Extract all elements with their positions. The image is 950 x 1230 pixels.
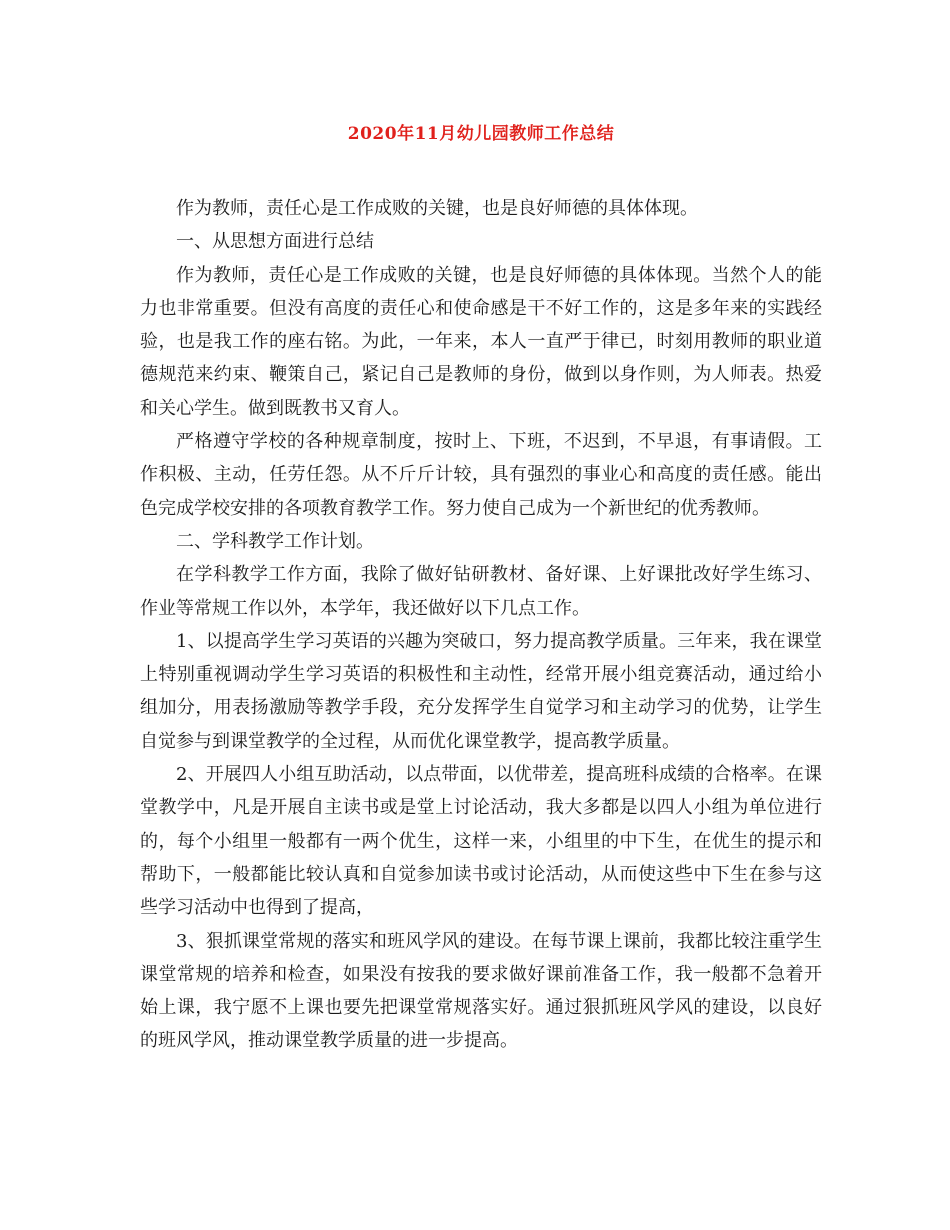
point-1-paragraph: 1、以提高学生学习英语的兴趣为突破口，努力提高教学质量。三年来，我在课堂上特别重视调动学生学习英语的积极性和主动性，经常开展小组竞赛活动，通过给小组加分，用表扬激励等教学手段，充分发挥学生自觉学习和主动学习的优势，让学生自觉参与到课堂教学的全过程，从而优化课堂教学，提高教学质量。	[140, 630, 822, 752]
intro-paragraph: 作为教师，责任心是工作成败的关键，也是良好师德的具体体现。	[176, 198, 698, 219]
document-page	[140, 118, 822, 1058]
thought-summary-paragraph: 作为教师，责任心是工作成败的关键，也是良好师德的具体体现。当然个人的能力也非常重要。但没有高度的责任心和使命感是干不好工作的，这是多年来的实践经验，也是我工作的座右铭。为此，一年来，本人一直严于律已，时刻用教师的职业道德规范来约束、鞭策自己，紧记自己是教师的身份，做到以身作则，为人师表。热爱和关心学生。做到既教书又育人。	[140, 264, 822, 419]
document-title: 2020年11月幼儿园教师工作总结	[347, 124, 615, 144]
teaching-overview-paragraph: 在学科教学工作方面，我除了做好钻研教材、备好课、上好课批改好学生练习、作业等常规工作以外，本学年，我还做好以下几点工作。	[140, 564, 822, 619]
point-3-paragraph: 3、狠抓课堂常规的落实和班风学风的建设。在每节课上课前，我都比较注重学生课堂常规的培养和检查，如果没有按我的要求做好课前准备工作，我一般都不急着开始上课，我宁愿不上课也要先把课堂常规落实好。通过狠抓班风学风的建设，以良好的班风学风，推动课堂教学质量的进一步提高。	[140, 930, 822, 1052]
point-2-paragraph: 2、开展四人小组互助活动，以点带面，以优带差，提高班科成绩的合格率。在课堂教学中，凡是开展自主读书或是堂上讨论活动，我大多都是以四人小组为单位进行的，每个小组里一般都有一两个优生，这样一来，小组里的中下生，在优生的提示和帮助下，一般都能比较认真和自觉参加读书或讨论活动，从而使这些中下生在参与这些学习活动中也得到了提高，	[140, 764, 822, 919]
document-body	[140, 192, 822, 1058]
section-heading-thought: 一、从思想方面进行总结	[176, 231, 374, 253]
discipline-paragraph: 严格遵守学校的各种规章制度，按时上、下班，不迟到，不早退，有事请假。工作积极、主动，任劳任怨。从不斤斤计较，具有强烈的事业心和高度的责任感。能出色完成学校安排的各项教育教学工作。努力使自己成为一个新世纪的优秀教师。	[140, 431, 822, 519]
section-heading-teaching: 二、学科教学工作计划。	[176, 530, 374, 552]
